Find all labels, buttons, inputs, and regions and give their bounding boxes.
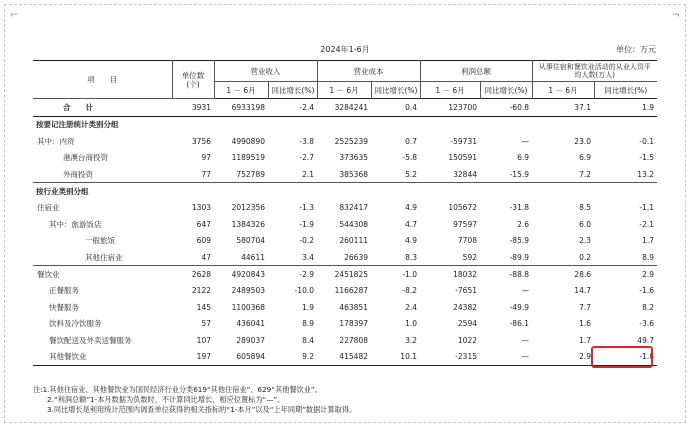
subheader-growth: 同比增长(%) bbox=[480, 82, 532, 99]
subheader-period: 1 － 6月 bbox=[317, 82, 371, 99]
table-row: 正餐服务 2122 2489503 -10.0 1166287 -8.2 -7651 — 14.7 -1.6 bbox=[49, 286, 654, 296]
subheader-period: 1 － 6月 bbox=[420, 82, 480, 99]
table-row: 餐饮业 2628 4920843 -2.9 2451825 -1.0 18032 -88.8 28.6 2.9 bbox=[37, 269, 654, 279]
header-units-bottom: (个) bbox=[186, 79, 200, 89]
report-period: 2024年1-6月 bbox=[320, 45, 370, 54]
footnote: 2.“利润总额”1-本月数据为负数时，不计算同比增长，相应位置标为“—”。 bbox=[47, 395, 285, 404]
table-row: 其他餐饮业 197 605894 9.2 415482 10.1 -2315 — 2.9 -1.8 bbox=[33, 348, 657, 365]
crop-corner-top-right: ¬ bbox=[671, 10, 680, 21]
header-cost: 营业成本 bbox=[317, 61, 420, 82]
statistics-table bbox=[33, 60, 657, 366]
footnote: 注:1.其他住宿业、其他餐饮业为国民经济行业分类619“其他住宿业”、629“其他餐饮业”。 bbox=[33, 385, 322, 394]
subheader-period: 1 － 6月 bbox=[214, 82, 268, 99]
table-row-total: 合 计 3931 6933198 -2.4 3284241 0.4 123700 -60.8 37.1 1.9 bbox=[33, 99, 657, 116]
table-row: 住宿业 1303 2012356 -1.3 832417 4.9 105672 -31.8 8.5 -1.1 bbox=[37, 203, 654, 213]
subheader-growth: 同比增长(%) bbox=[371, 82, 420, 99]
header-profit: 利润总额 bbox=[420, 61, 532, 82]
table-row: 其他住宿业 47 44611 3.4 26639 8.3 592 -89.9 0.2 8.9 bbox=[33, 249, 657, 266]
table-row: 快餐服务 145 1100368 1.9 463851 2.4 24382 -49.9 7.7 8.2 bbox=[49, 302, 654, 312]
crop-corner-top-left: ⌐ bbox=[10, 10, 19, 21]
table-row: 其中：内资 3756 4990890 -3.8 2525239 0.7 -59731 — 23.0 -0.1 bbox=[37, 136, 654, 146]
highlight-annotation-box bbox=[591, 346, 653, 368]
subheader-growth: 同比增长(%) bbox=[268, 82, 317, 99]
subheader-period: 1 － 6月 bbox=[532, 82, 594, 99]
header-units-top: 单位数 bbox=[181, 70, 205, 80]
table-row-highlighted: 餐饮配送及外卖送餐服务 107 289037 8.4 227808 3.2 1022 — 1.7 49.7 bbox=[49, 335, 654, 345]
table-row: 一般旅馆 609 580704 -0.2 260111 4.9 7708 -85.9 2.3 1.7 bbox=[85, 236, 654, 246]
table-section-header: 按要记注册统计类别分组 bbox=[36, 120, 119, 130]
table-row: 饮料及冷饮服务 57 436041 8.9 178397 1.0 2594 -86.1 1.6 -3.6 bbox=[49, 319, 654, 329]
table-row: 港澳台商投资 97 1189519 -2.7 373635 -5.8 150591 6.9 6.9 -1.5 bbox=[63, 153, 654, 163]
subheader-growth: 同比增长(%) bbox=[594, 82, 657, 99]
header-employees: 从事住宿和餐饮业活动的从业人员平均人数(万人) bbox=[532, 61, 657, 82]
unit-label: 单位：万元 bbox=[616, 45, 656, 54]
header-item: 项 目 bbox=[33, 61, 172, 99]
header-revenue: 营业收入 bbox=[214, 61, 317, 82]
footnotes bbox=[33, 385, 663, 415]
footnote: 3.同比增长是利用统计范围内调查单位获得的相关指标的“1-本月”以及“上年同期”数据计算取得。 bbox=[47, 405, 357, 414]
header-units bbox=[172, 61, 214, 99]
table-row: 外商投资 77 752789 2.1 385368 5.2 32844 -15.9 7.2 13.2 bbox=[33, 166, 657, 183]
table-section-header: 按行业类别分组 bbox=[36, 187, 89, 197]
table-row: 其中：旅游饭店 647 1384326 -1.9 544308 4.7 97597 2.6 6.0 -2.1 bbox=[49, 219, 654, 229]
